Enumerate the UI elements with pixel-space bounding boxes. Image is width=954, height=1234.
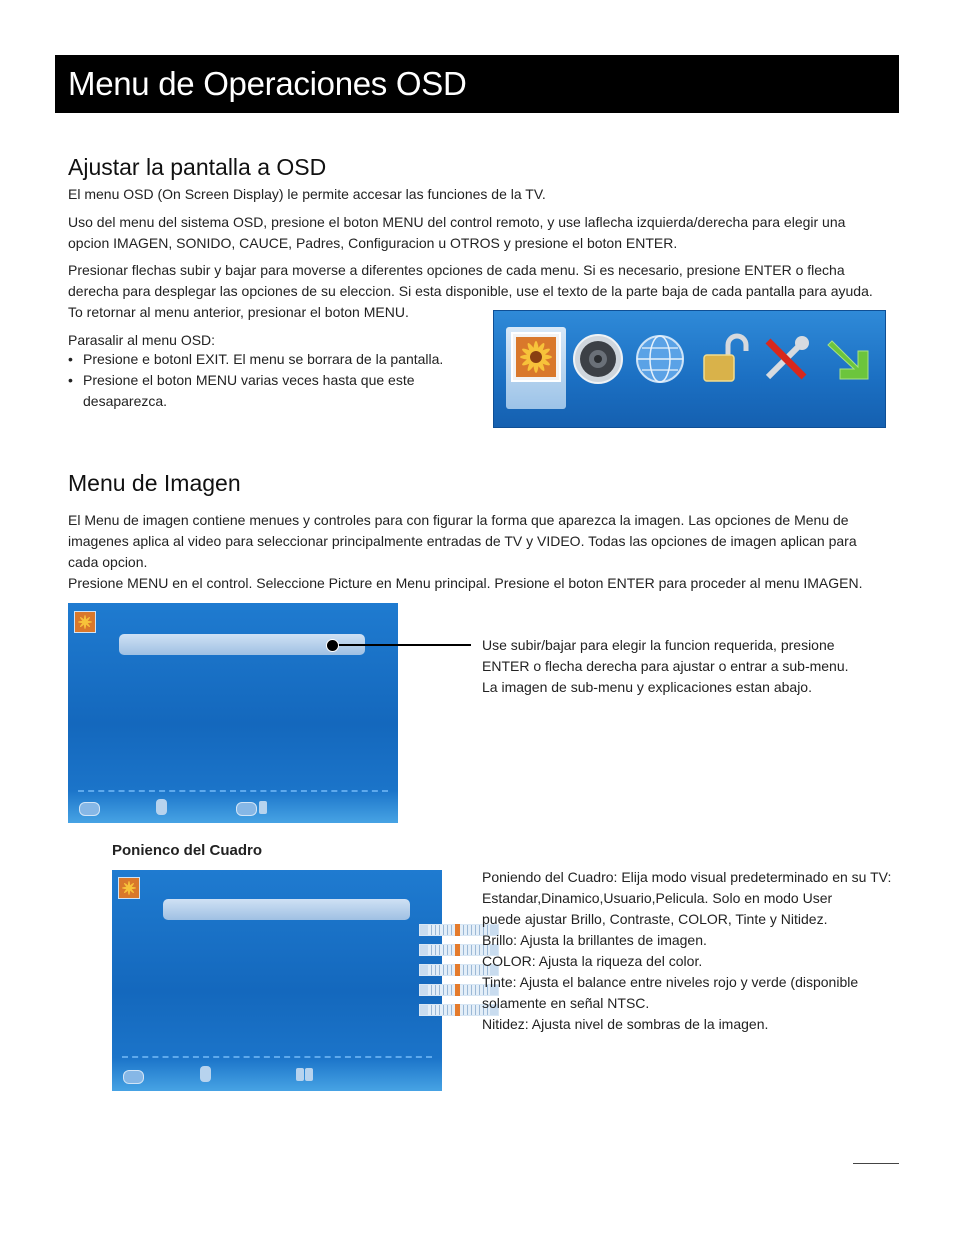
callout-dot bbox=[326, 639, 339, 652]
slider-knob[interactable] bbox=[455, 944, 460, 956]
parental-lock-icon bbox=[698, 333, 750, 385]
right-arrow-key-icon bbox=[305, 1068, 313, 1081]
list-item: • Presione e botonl EXIT. El menu se borrara de la pantalla. bbox=[68, 349, 468, 370]
paragraph-intro: El menu OSD (On Screen Display) le permite accesar las funciones de la TV. bbox=[68, 186, 546, 202]
left-arrow-key-icon bbox=[296, 1068, 304, 1081]
setup-tools-icon bbox=[760, 333, 812, 385]
brightness-desc: Brillo: Ajusta la brillantes de imagen. bbox=[482, 932, 707, 948]
channel-globe-icon bbox=[634, 333, 686, 385]
picture-mode-screen bbox=[112, 870, 442, 1091]
slider-knob[interactable] bbox=[455, 924, 460, 936]
slider-left-arrow-icon[interactable] bbox=[420, 945, 428, 955]
slider-left-arrow-icon[interactable] bbox=[420, 925, 428, 935]
slider-left-arrow-icon[interactable] bbox=[420, 985, 428, 995]
picture-mode-desc-line1: Poniendo del Cuadro: Elija modo visual predeterminado en su TV: bbox=[482, 869, 892, 885]
picture-icon bbox=[510, 331, 562, 383]
paragraph-nav-line3: To retornar al menu anterior, presionar el boton MENU. bbox=[68, 304, 409, 320]
picture-mode-desc-line3: puede ajustar Brillo, Contraste, COLOR, Tinte y Nitidez. bbox=[482, 911, 828, 927]
slider-left-arrow-icon[interactable] bbox=[420, 965, 428, 975]
section-heading-osd: Ajustar la pantalla a OSD bbox=[68, 154, 327, 180]
color-desc: COLOR: Ajusta la riqueza del color. bbox=[482, 953, 703, 969]
slider-left-arrow-icon[interactable] bbox=[420, 1005, 428, 1015]
paragraph-picture-line2: imagenes aplica al video para seleccionar principalmente entradas de TV y VIDEO. Todas las opciones de imagen aplican para bbox=[68, 533, 857, 549]
callout-text-line1: Use subir/bajar para elegir la funcion requerida, presione bbox=[482, 637, 835, 653]
menu-key-icon bbox=[123, 1070, 144, 1084]
tint-desc-line2: solamente en señal NTSC. bbox=[482, 995, 650, 1011]
picture-icon bbox=[74, 611, 96, 633]
slider-knob[interactable] bbox=[455, 964, 460, 976]
paragraph-picture-line4: Presione MENU en el control. Seleccione Picture en Menu principal. Presione el boton ENTER para proceder al menu IMAGEN. bbox=[68, 575, 863, 591]
picture-menu-screen bbox=[68, 603, 398, 823]
picture-icon bbox=[118, 877, 140, 899]
callout-text-line2: ENTER o flecha derecha para ajustar o entrar a sub-menu. bbox=[482, 658, 849, 674]
divider bbox=[78, 790, 388, 792]
other-arrow-icon bbox=[824, 333, 876, 385]
paragraph-nav-line2: derecha para desplegar las opciones de su eleccion. Si esta disponible, use el texto de la parte baja de cada pantalla para ayuda. bbox=[68, 283, 873, 299]
sound-icon bbox=[572, 333, 624, 385]
picture-mode-desc-line2: Estandar,Dinamico,Usuario,Pelicula. Solo en modo User bbox=[482, 890, 833, 906]
paragraph-usage-line2: opcion IMAGEN, SONIDO, CAUCE, Padres, Configuracion u OTROS y presione el boton ENTER. bbox=[68, 235, 678, 251]
sharpness-desc: Nitidez: Ajusta nivel de sombras de la imagen. bbox=[482, 1016, 769, 1032]
slider-knob[interactable] bbox=[455, 1004, 460, 1016]
paragraph-nav-line1: Presionar flechas subir y bajar para moverse a diferentes opciones de cada menu. Si es necesario, presione ENTER o flecha bbox=[68, 262, 845, 278]
enter-key-icon bbox=[236, 802, 257, 816]
up-down-arrows-icon bbox=[156, 799, 167, 815]
tint-desc-line1: Tinte: Ajusta el balance entre niveles rojo y verde (disponible bbox=[482, 974, 859, 990]
slider-knob[interactable] bbox=[455, 984, 460, 996]
osd-main-menu-image bbox=[493, 310, 886, 428]
picture-mode-highlight[interactable] bbox=[163, 899, 410, 920]
page-footer-rule bbox=[853, 1163, 899, 1164]
paragraph-picture-line3: cada opcion. bbox=[68, 554, 148, 570]
exit-steps-list bbox=[68, 349, 468, 412]
callout-text-line3: La imagen de sub-menu y explicaciones estan abajo. bbox=[482, 679, 812, 695]
list-item: • Presione el boton MENU varias veces hasta que este desaparezca. bbox=[68, 370, 468, 412]
page-title: Menu de Operaciones OSD bbox=[68, 65, 467, 102]
callout-line bbox=[333, 644, 471, 646]
exit-intro: Parasalir al menu OSD: bbox=[68, 332, 216, 348]
up-down-arrows-icon bbox=[200, 1066, 211, 1082]
paragraph-usage-line1: Uso del menu del sistema OSD, presione el boton MENU del control remoto, y use laflecha izquierda/derecha para elegir una bbox=[68, 214, 846, 230]
paragraph-picture-line1: El Menu de imagen contiene menues y controles para con figurar la forma que aparezca la imagen. Las opciones de Menu de bbox=[68, 512, 849, 528]
menu-key-icon bbox=[79, 802, 100, 816]
right-arrow-key-icon bbox=[259, 801, 267, 814]
section-heading-picture-menu: Menu de Imagen bbox=[68, 470, 241, 496]
page-title-bar bbox=[55, 55, 899, 113]
divider bbox=[122, 1056, 432, 1058]
subsection-heading: Ponienco del Cuadro bbox=[112, 842, 263, 859]
